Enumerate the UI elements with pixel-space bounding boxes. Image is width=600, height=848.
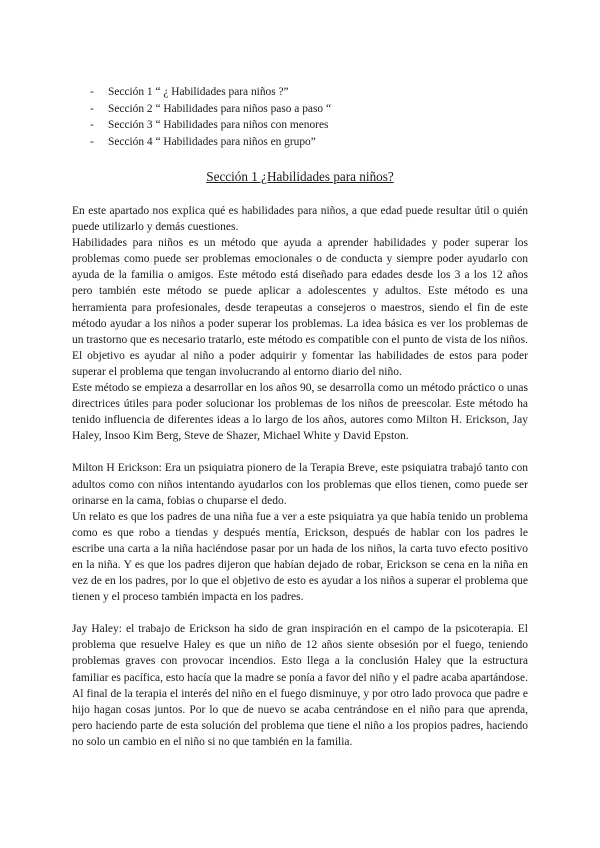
list-item-text: Sección 1 “ ¿ Habilidades para niños ?”	[108, 86, 289, 98]
list-dash: -	[90, 102, 94, 115]
paragraph-history: Este método se empieza a desarrollar en los años 90, se desarrolla como un método práctico o unas directrices útiles para poder solucionar los problemas de los niños de preescolar. Este método ha tenido influencia de diferentes ideas a lo largo de los años, autores como Milton H. Erickson, Jay Haley, Insoo Kim Berg, Steve de Shazer, Michael White y David Epston.	[72, 382, 528, 443]
list-dash: -	[90, 86, 94, 98]
paragraph-haley: Jay Haley: el trabajo de Erickson ha sido de gran inspiración en el campo de la psicoterapia. El problema que resuelve Haley es que un niño de 12 años siente obsesión por el fuego, teniendo problemas graves con provocar incendios. Esto llega a la conclusión Haley que la estructura familiar es pacífica, esto hacía que la madre se ponía a favor del niño y el padre acaba apartándose. Al final de la terapia el interés del niño en el fuego disminuye, y por otro lado provoca que padre e hijo hagan cosas juntos. Por lo que de nuevo se acaba centrándose en el niño para que aprenda, pero haciendo parte de esta solución del problema que tiene el niño a los propios padres, haciendo no solo un cambio en el niño si no que también en la familia.	[72, 623, 528, 748]
section-heading: Sección 1 ¿Habilidades para niños?	[206, 169, 394, 184]
paragraph-gap	[72, 444, 528, 460]
paragraph-erickson: Milton H Erickson: Era un psiquiatra pionero de la Terapia Breve, este psiquiatra trabajó tanto con adultos como con niños intentando ayudarlos con los problemas que ellos tienen, como puede ser orinarse en la cama, fobias o chuparse el dedo.	[72, 462, 528, 507]
list-item	[90, 134, 331, 151]
list-dash: -	[90, 119, 94, 131]
list-item-text: Sección 2 “ Habilidades para niños paso a paso “	[108, 102, 331, 115]
list-item	[90, 117, 331, 134]
list-item-text: Sección 3 “ Habilidades para niños con menores	[108, 119, 329, 131]
paragraph-definition: Habilidades para niños es un método que ayuda a aprender habilidades y poder superar los problemas como puede ser problemas emocionales o de conducta y siempre poder ayudarlo con ayuda de la familia o amigos. Este método está diseñado para edades desde los 3 a los 12 años pero también este método se puede aplicar a adolescentes y adultos. Este método es una herramienta para profesionales, desde terapeutas a consejeros o maestros, siendo el fin de este método ayudar a los niños a poder superar los problemas. La idea básica es ver los problemas de un trastorno que es necesario tratarlo, este método es compatible con el punto de vista de los niños. El objetivo es ayudar al niño a poder adquirir y fomentar las habilidades de estos para poder superar el problema que tengan involucrando al entorno diario del niño.	[72, 237, 528, 378]
document-body	[72, 203, 528, 750]
paragraph-erickson-story: Un relato es que los padres de una niña fue a ver a este psiquiatra ya que había tenido un problema como es que robo a tiendas y después mentía, Erickson, después de hablar con los padres le escribe una carta a la niña haciéndose pasar por un hada de los niños, la carta tuvo efecto positivo en la niña. Y es que los padres dijeron que habían dejado de robar, Erickson se cena en la niña en vez de en los padres, por lo que el objetivo de esto es ayudar a los niños a superar el problema que tienen y el proceso también impacta en los padres.	[72, 510, 528, 604]
sections-list	[90, 84, 331, 150]
list-item	[90, 84, 331, 101]
paragraph-gap	[72, 605, 528, 621]
list-item	[90, 101, 331, 118]
list-dash: -	[90, 135, 94, 148]
list-item-text: Sección 4 “ Habilidades para niños en grupo”	[108, 135, 316, 148]
paragraph-intro: En este apartado nos explica qué es habilidades para niños, a que edad puede resultar útil o quién puede utilizarlo y demás cuestiones.	[72, 205, 528, 234]
